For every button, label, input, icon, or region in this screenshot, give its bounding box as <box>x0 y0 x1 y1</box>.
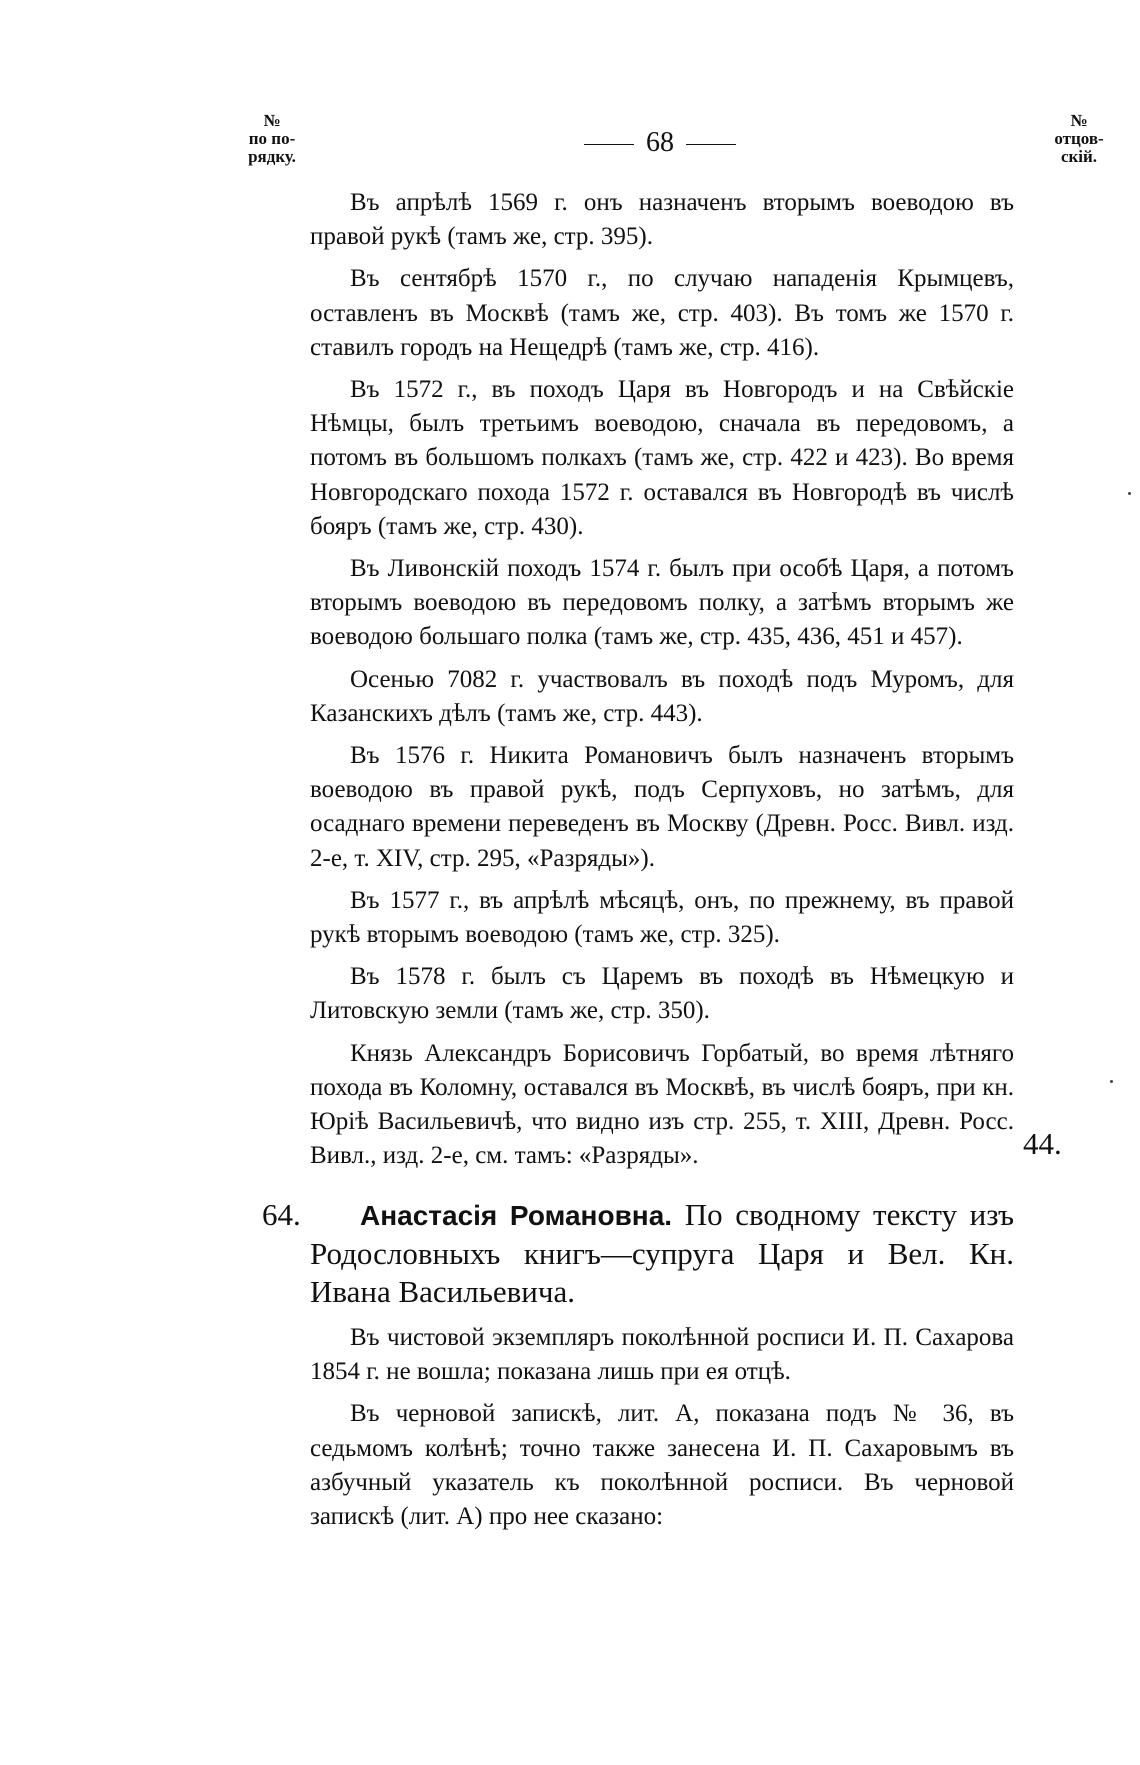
right-header-line: скій. <box>1060 147 1098 166</box>
left-header-line: № <box>263 111 281 130</box>
paragraph: Въ сентябрѣ 1570 г., по случаю нападенія Крымцевъ, оставленъ въ Москвѣ (тамъ же, стр. 403). Въ томъ же 1570 г. ставилъ городъ на Нещедрѣ (тамъ же, стр. 416). <box>310 265 1014 361</box>
paragraph: Въ апрѣлѣ 1569 г. онъ назначенъ вторымъ воеводою въ правой рукѣ (тамъ же, стр. 395). <box>310 189 1014 251</box>
left-column-header <box>232 112 312 166</box>
page-number-text: 68 <box>646 127 674 158</box>
right-header-line: № <box>1070 111 1088 130</box>
entry-number: 64. <box>262 1197 301 1232</box>
right-header-line: отцов- <box>1054 129 1104 148</box>
dash-right <box>686 144 736 145</box>
paragraph: Въ 1572 г., въ походъ Царя въ Новгородъ и на Свѣйскіе Нѣмцы, былъ третьимъ воеводою, сначала въ передовомъ, а потомъ въ большомъ полкахъ (тамъ же, стр. 422 и 423). Во время Новгородскаго похода 1572 г. оставался въ Новгородѣ въ числѣ бояръ (тамъ же, стр. 430). <box>310 376 1014 540</box>
entry-paragraph: Въ черновой запискѣ, лит. А, показана подъ № 36, въ седьмомъ колѣнѣ; точно также занесена И. П. Сахаровымъ въ азбучный указатель къ поколѣнной росписи. Въ черновой запискѣ (лит. А) про нее сказано: <box>310 1400 1014 1531</box>
entry-name: Анастасія Романовна. <box>360 1200 673 1231</box>
left-header-line: по по- <box>248 129 296 148</box>
scan-speck <box>1128 492 1131 495</box>
entry-paragraph: Въ чистовой экземпляръ поколѣнной росписи И. П. Сахарова 1854 г. не вошла; показана лишь при ея отцѣ. <box>310 1324 1014 1386</box>
entry-64 <box>262 1196 1014 1542</box>
paragraph: Въ 1576 г. Никита Романовичъ былъ назначенъ вторымъ воеводою въ правой рукѣ, подъ Серпуховъ, но затѣмъ, для осаднаго времени переведенъ въ Москву (Древн. Росс. Вивл. изд. 2-е, т. XIV, стр. 295, «Разряды»). <box>310 742 1014 872</box>
entry-body <box>262 1321 1014 1534</box>
entry-heading-text: По сводному тексту изъ Родословныхъ книгъ—супруга Царя и Вел. Кн. Ивана Васильевича. <box>310 1197 1014 1309</box>
scan-speck <box>1110 1080 1113 1083</box>
right-column-header <box>1036 112 1122 166</box>
paragraph: Въ 1577 г., въ апрѣлѣ мѣсяцѣ, онъ, по прежнему, въ правой рукѣ вторымъ воеводою (тамъ же, стр. 325). <box>310 886 1014 949</box>
paragraph: Въ Ливонскій походъ 1574 г. былъ при особѣ Царя, а потомъ вторымъ воеводою въ передовомъ полку, а затѣмъ вторымъ же воеводою большаго полка (тамъ же, стр. 435, 436, 451 и 457). <box>310 555 1014 651</box>
paragraph: Князь Александръ Борисовичъ Горбатый, во время лѣтняго похода въ Коломну, оставался въ Москвѣ, въ числѣ бояръ, при кн. Юріѣ Васильевичѣ, что видно изъ стр. 255, т. XIII, Древн. Росс. Вивл., изд. 2-е, см. тамъ: «Разряды». <box>310 1039 1014 1170</box>
page-number <box>560 128 760 158</box>
dash-left <box>584 144 634 145</box>
paragraph: Осенью 7082 г. участвовалъ въ походѣ подъ Муромъ, для Казанскихъ дѣлъ (тамъ же, стр. 443). <box>310 665 1014 727</box>
paragraph: Въ 1578 г. былъ съ Царемъ въ походѣ въ Нѣмецкую и Литовскую земли (тамъ же, стр. 350). <box>310 963 1014 1025</box>
side-reference-number: 44. <box>1023 1126 1062 1161</box>
continuation-text <box>310 186 1014 1181</box>
entry-heading <box>262 1196 1014 1311</box>
left-header-line: рядку. <box>248 147 296 166</box>
